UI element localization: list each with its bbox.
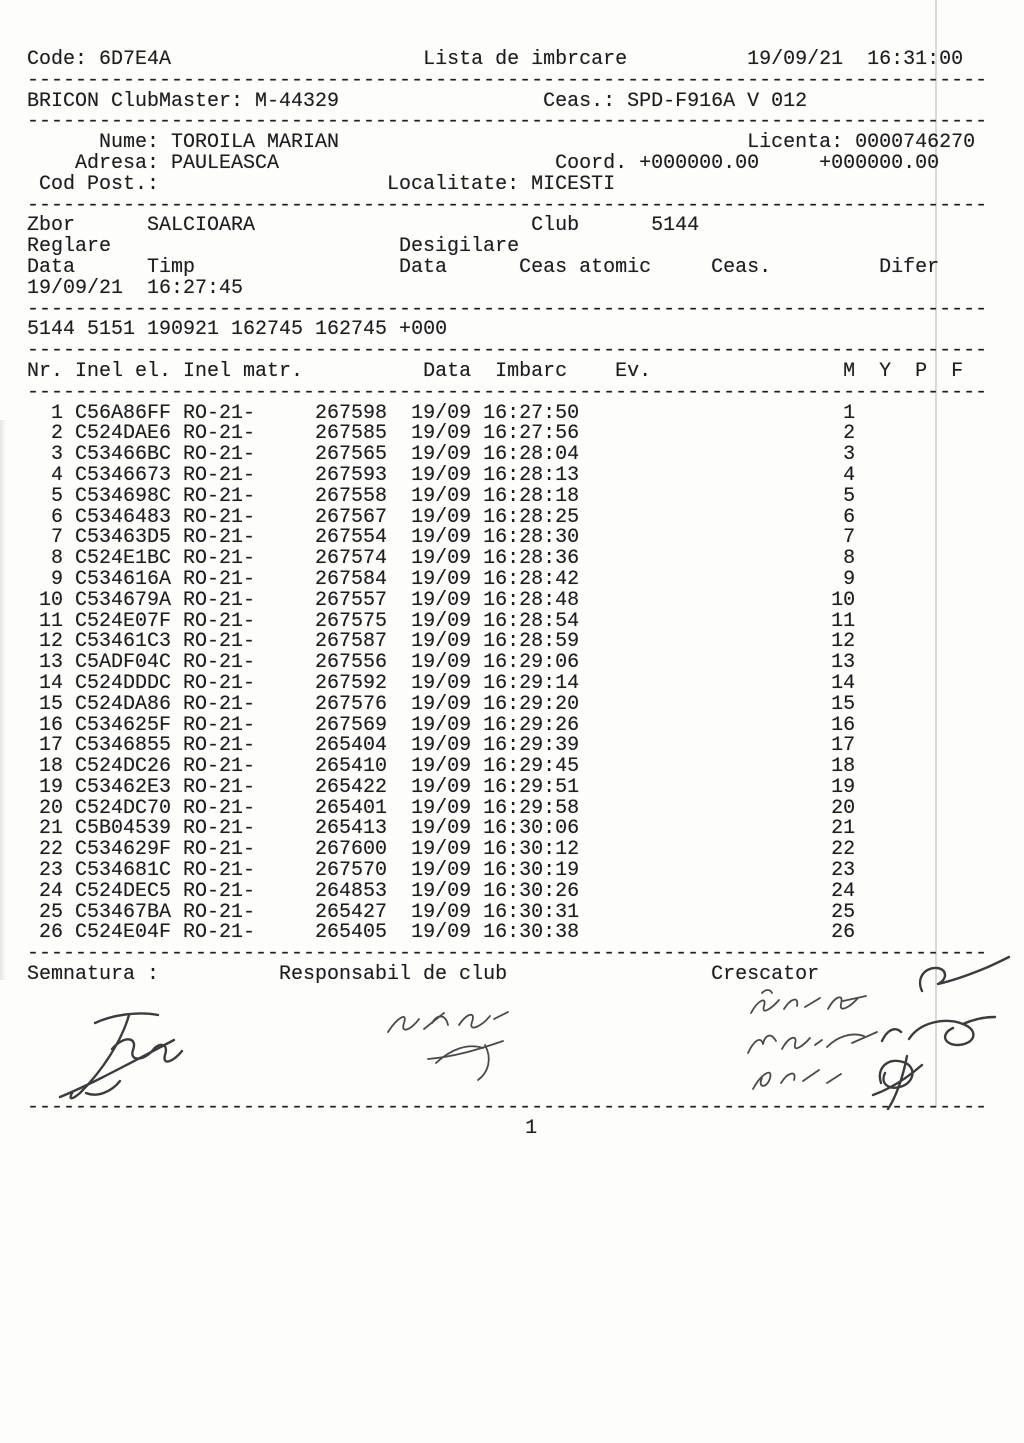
col-nr: Nr.	[27, 359, 64, 383]
row-matr-prefix: RO-21-	[183, 630, 256, 654]
scan-edge-smudge	[0, 420, 6, 980]
row-imbarc: 16:29:06	[483, 651, 580, 675]
row-m: 16	[831, 713, 856, 737]
row-matr-number: 267585	[315, 422, 388, 446]
row-m: 25	[831, 900, 856, 924]
row-matr-prefix: RO-21-	[183, 692, 256, 716]
desigilare-label: Desigilare	[399, 235, 520, 259]
row-matr-number: 267557	[315, 588, 388, 612]
ceas-label: Ceas.	[711, 255, 772, 279]
row-inel-el: C524E1BC	[75, 547, 172, 571]
row-matr-prefix: RO-21-	[183, 401, 256, 425]
table-row	[27, 775, 1007, 799]
row-inel-el: C53466BC	[75, 443, 172, 467]
row-data: 19/09	[411, 651, 472, 675]
row-data: 19/09	[411, 796, 472, 820]
row-m: 4	[843, 463, 856, 487]
flight-summary-line	[27, 320, 1007, 341]
table-body	[27, 401, 1007, 945]
row-data: 19/09	[411, 838, 472, 862]
document-body	[27, 50, 1007, 1139]
row-imbarc: 16:28:18	[483, 484, 580, 508]
table-row	[27, 923, 1007, 944]
row-matr-prefix: RO-21-	[183, 671, 256, 695]
row-imbarc: 16:28:54	[483, 609, 580, 633]
row-m: 22	[831, 838, 856, 862]
row-data: 19/09	[411, 775, 472, 799]
col-inel-el: Inel el.	[75, 359, 172, 383]
row-inel-el: C524DC70	[75, 796, 172, 820]
row-matr-number: 267558	[315, 484, 388, 508]
row-inel-el: C524DDDC	[75, 671, 172, 695]
table-row	[27, 463, 1007, 487]
separator-line: --------------------------------------------------------------------------------	[27, 195, 988, 217]
row-nr: 9	[50, 567, 63, 591]
row-imbarc: 16:28:30	[483, 526, 580, 550]
difer-label: Difer	[879, 255, 940, 279]
row-m: 7	[843, 526, 856, 550]
row-data: 19/09	[411, 422, 472, 446]
device-value: M-44329	[255, 89, 340, 113]
row-inel-el: C53463D5	[75, 526, 172, 550]
col-imbarc: Imbarc	[495, 359, 568, 383]
row-nr: 24	[39, 879, 64, 903]
row-inel-el: C534679A	[75, 588, 172, 612]
table-row	[27, 653, 1007, 674]
row-matr-prefix: RO-21-	[183, 900, 256, 924]
table-row	[27, 840, 1007, 861]
row-imbarc: 16:28:48	[483, 588, 580, 612]
row-matr-number: 267554	[315, 526, 388, 550]
row-matr-prefix: RO-21-	[183, 422, 256, 446]
data2-label: Data	[399, 255, 448, 279]
row-inel-el: C524DA86	[75, 692, 172, 716]
row-imbarc: 16:28:42	[483, 567, 580, 591]
row-matr-number: 267600	[315, 838, 388, 862]
row-nr: 18	[39, 755, 64, 779]
row-nr: 3	[50, 443, 63, 467]
row-inel-el: C534681C	[75, 859, 172, 883]
row-inel-el: C53461C3	[75, 630, 172, 654]
row-imbarc: 16:27:50	[483, 401, 580, 425]
row-imbarc: 16:28:04	[483, 443, 580, 467]
row-m: 18	[831, 755, 856, 779]
row-m: 24	[831, 879, 856, 903]
row-matr-prefix: RO-21-	[183, 505, 256, 529]
coord-value-1: +000000.00	[639, 151, 760, 175]
signature-space	[27, 986, 1007, 1098]
row-imbarc: 16:28:13	[483, 463, 580, 487]
data-label: Data	[27, 255, 76, 279]
row-inel-el: C56A86FF	[75, 401, 172, 425]
table-row	[27, 819, 1007, 840]
separator-line: --------------------------------------------------------------------------------	[27, 944, 988, 966]
col-m: M	[843, 359, 856, 383]
licence-value: 0000746270	[855, 131, 976, 155]
row-matr-prefix: RO-21-	[183, 859, 256, 883]
row-imbarc: 16:28:59	[483, 630, 580, 654]
row-nr: 1	[50, 401, 63, 425]
separator-line: --------------------------------------------------------------------------------	[27, 112, 988, 134]
row-matr-prefix: RO-21-	[183, 484, 256, 508]
row-nr: 14	[39, 671, 64, 695]
row-data: 19/09	[411, 630, 472, 654]
row-matr-number: 265401	[315, 796, 388, 820]
row-nr: 10	[39, 588, 64, 612]
address-label: Adresa:	[75, 151, 160, 175]
row-imbarc: 16:28:36	[483, 547, 580, 571]
row-inel-el: C53462E3	[75, 775, 172, 799]
table-row	[27, 445, 1007, 466]
row-m: 14	[831, 671, 856, 695]
row-inel-el: C524E07F	[75, 609, 172, 633]
row-nr: 12	[39, 630, 64, 654]
row-matr-number: 265410	[315, 755, 388, 779]
code-label: Code:	[27, 48, 88, 71]
table-row	[27, 736, 1007, 757]
row-imbarc: 16:30:12	[483, 838, 580, 862]
row-inel-el: C534625F	[75, 713, 172, 737]
col-y: Y	[879, 359, 892, 383]
row-m: 13	[831, 651, 856, 675]
member-name: TOROILA MARIAN	[171, 131, 340, 155]
row-imbarc: 16:29:45	[483, 755, 580, 779]
name-label: Nume:	[99, 131, 160, 155]
row-nr: 16	[39, 713, 64, 737]
semnatura-label: Semnatura :	[27, 963, 160, 987]
club-label: Club	[531, 214, 580, 238]
row-matr-prefix: RO-21-	[183, 609, 256, 633]
row-data: 19/09	[411, 547, 472, 571]
table-row	[27, 505, 1007, 529]
separator-line: --------------------------------------------------------------------------------	[27, 70, 988, 92]
table-header-line	[27, 359, 1007, 383]
row-nr: 2	[50, 422, 63, 446]
row-imbarc: 16:30:31	[483, 900, 580, 924]
row-nr: 7	[50, 526, 63, 550]
row-m: 17	[831, 734, 856, 758]
row-matr-prefix: RO-21-	[183, 526, 256, 550]
table-row	[27, 796, 1007, 820]
table-row	[27, 632, 1007, 653]
row-nr: 26	[39, 921, 64, 945]
row-matr-prefix: RO-21-	[183, 588, 256, 612]
page-title: Lista de imbrcare	[423, 48, 628, 71]
row-matr-prefix: RO-21-	[183, 567, 256, 591]
ceas-atomic-label: Ceas atomic	[519, 255, 652, 279]
row-data: 19/09	[411, 401, 472, 425]
row-nr: 13	[39, 651, 64, 675]
row-m: 11	[831, 609, 856, 633]
row-m: 20	[831, 796, 856, 820]
zbor-value: SALCIOARA	[147, 214, 256, 238]
row-data: 19/09	[411, 526, 472, 550]
reglare-line	[27, 237, 1007, 258]
row-imbarc: 16:30:38	[483, 921, 580, 945]
flight-line	[27, 216, 1007, 237]
row-nr: 15	[39, 692, 64, 716]
row-matr-number: 267570	[315, 859, 388, 883]
row-data: 19/09	[411, 484, 472, 508]
flight-columns-line	[27, 255, 1007, 279]
row-matr-prefix: RO-21-	[183, 734, 256, 758]
row-nr: 5	[50, 484, 63, 508]
row-data: 19/09	[411, 921, 472, 945]
row-data: 19/09	[411, 859, 472, 883]
reglare-data: 19/09/21	[27, 276, 124, 300]
row-data: 19/09	[411, 671, 472, 695]
postcode-line	[27, 172, 1007, 196]
address-line	[27, 151, 1007, 175]
print-time: 16:31:00	[867, 48, 964, 71]
table-row	[27, 713, 1007, 737]
row-nr: 23	[39, 859, 64, 883]
row-data: 19/09	[411, 713, 472, 737]
row-matr-prefix: RO-21-	[183, 817, 256, 841]
row-matr-prefix: RO-21-	[183, 838, 256, 862]
row-m: 5	[843, 484, 856, 508]
row-data: 19/09	[411, 505, 472, 529]
timp-label: Timp	[147, 255, 196, 279]
responsabil-label: Responsabil de club	[279, 963, 508, 987]
row-matr-prefix: RO-21-	[183, 921, 256, 945]
row-data: 19/09	[411, 692, 472, 716]
row-imbarc: 16:29:14	[483, 671, 580, 695]
table-row	[27, 861, 1007, 882]
row-matr-number: 267598	[315, 401, 388, 425]
row-inel-el: C5ADF04C	[75, 651, 172, 675]
row-nr: 21	[39, 817, 64, 841]
row-m: 15	[831, 692, 856, 716]
row-imbarc: 16:29:20	[483, 692, 580, 716]
code-value: 6D7E4A	[99, 48, 172, 71]
row-inel-el: C534616A	[75, 567, 172, 591]
row-m: 10	[831, 588, 856, 612]
clock-value: SPD-F916A V 012	[627, 89, 808, 113]
col-inel-matr: Inel matr.	[183, 359, 304, 383]
row-data: 19/09	[411, 463, 472, 487]
row-inel-el: C534629F	[75, 838, 172, 862]
row-nr: 17	[39, 734, 64, 758]
crescator-label: Crescator	[711, 963, 820, 987]
signature-labels-line	[27, 965, 1007, 986]
row-imbarc: 16:30:26	[483, 879, 580, 903]
row-matr-number: 265413	[315, 817, 388, 841]
table-row	[27, 588, 1007, 612]
table-row	[27, 757, 1007, 778]
col-p: P	[915, 359, 928, 383]
row-data: 19/09	[411, 817, 472, 841]
row-matr-prefix: RO-21-	[183, 547, 256, 571]
row-inel-el: C534698C	[75, 484, 172, 508]
row-m: 21	[831, 817, 856, 841]
row-nr: 20	[39, 796, 64, 820]
row-matr-prefix: RO-21-	[183, 443, 256, 467]
row-matr-prefix: RO-21-	[183, 879, 256, 903]
row-matr-prefix: RO-21-	[183, 713, 256, 737]
club-value: 5144	[651, 214, 700, 238]
device-label: BRICON ClubMaster:	[27, 89, 244, 113]
coord-value-2: +000000.00	[819, 151, 940, 175]
row-imbarc: 16:29:26	[483, 713, 580, 737]
licence-label: Licenta:	[747, 131, 844, 155]
row-matr-number: 264853	[315, 879, 388, 903]
zbor-label: Zbor	[27, 214, 76, 238]
row-m: 3	[843, 443, 856, 467]
table-row	[27, 401, 1007, 425]
row-data: 19/09	[411, 734, 472, 758]
print-date: 19/09/21	[747, 48, 844, 71]
row-data: 19/09	[411, 755, 472, 779]
row-matr-number: 267567	[315, 505, 388, 529]
table-row	[27, 549, 1007, 570]
col-ev: Ev.	[615, 359, 652, 383]
separator-line: --------------------------------------------------------------------------------	[27, 299, 988, 321]
table-row	[27, 900, 1007, 924]
row-matr-number: 265405	[315, 921, 388, 945]
row-matr-number: 265404	[315, 734, 388, 758]
row-imbarc: 16:30:06	[483, 817, 580, 841]
table-row	[27, 879, 1007, 903]
row-matr-number: 267576	[315, 692, 388, 716]
postcode-label: Cod Post.:	[39, 172, 160, 196]
row-matr-prefix: RO-21-	[183, 796, 256, 820]
locality-value: MICESTI	[531, 172, 616, 196]
row-nr: 11	[39, 609, 64, 633]
row-m: 23	[831, 859, 856, 883]
row-matr-number: 265427	[315, 900, 388, 924]
row-matr-number: 267587	[315, 630, 388, 654]
row-data: 19/09	[411, 443, 472, 467]
row-data: 19/09	[411, 900, 472, 924]
row-matr-number: 267565	[315, 443, 388, 467]
row-inel-el: C5B04539	[75, 817, 172, 841]
table-row	[27, 484, 1007, 508]
row-m: 1	[843, 401, 856, 425]
table-row	[27, 424, 1007, 445]
flight-summary: 5144 5151 190921 162745 162745 +000	[27, 318, 448, 342]
row-nr: 25	[39, 900, 64, 924]
page-number: 1	[525, 1116, 538, 1140]
row-data: 19/09	[411, 879, 472, 903]
table-row	[27, 567, 1007, 591]
separator-line: --------------------------------------------------------------------------------	[27, 341, 988, 362]
row-nr: 6	[50, 505, 63, 529]
row-imbarc: 16:27:56	[483, 422, 580, 446]
member-address: PAULEASCA	[171, 151, 280, 175]
row-m: 9	[843, 567, 856, 591]
row-m: 12	[831, 630, 856, 654]
row-nr: 19	[39, 775, 64, 799]
col-data: Data	[423, 359, 472, 383]
row-imbarc: 16:30:19	[483, 859, 580, 883]
row-matr-number: 267569	[315, 713, 388, 737]
row-data: 19/09	[411, 588, 472, 612]
row-data: 19/09	[411, 567, 472, 591]
table-row	[27, 609, 1007, 633]
row-data: 19/09	[411, 609, 472, 633]
row-nr: 4	[50, 463, 63, 487]
row-inel-el: C524DC26	[75, 755, 172, 779]
table-row	[27, 692, 1007, 716]
name-line	[27, 133, 1007, 154]
row-inel-el: C524E04F	[75, 921, 172, 945]
row-m: 19	[831, 775, 856, 799]
col-f: F	[951, 359, 964, 383]
table-row	[27, 671, 1007, 695]
page-number-line	[27, 1116, 1007, 1140]
row-matr-number: 267593	[315, 463, 388, 487]
row-m: 2	[843, 422, 856, 446]
row-inel-el: C5346673	[75, 463, 172, 487]
locality-label: Localitate:	[387, 172, 520, 196]
row-imbarc: 16:29:39	[483, 734, 580, 758]
header-line	[27, 50, 1007, 71]
row-imbarc: 16:28:25	[483, 505, 580, 529]
row-inel-el: C5346483	[75, 505, 172, 529]
device-line	[27, 89, 1007, 113]
row-inel-el: C524DAE6	[75, 422, 172, 446]
row-inel-el: C524DEC5	[75, 879, 172, 903]
separator-line: --------------------------------------------------------------------------------	[27, 382, 988, 404]
row-matr-number: 265422	[315, 775, 388, 799]
row-matr-number: 267592	[315, 671, 388, 695]
row-matr-prefix: RO-21-	[183, 775, 256, 799]
row-inel-el: C53467BA	[75, 900, 172, 924]
row-matr-number: 267556	[315, 651, 388, 675]
reglare-label: Reglare	[27, 235, 112, 259]
row-matr-number: 267584	[315, 567, 388, 591]
reglare-values-line	[27, 276, 1007, 300]
row-m: 26	[831, 921, 856, 945]
reglare-timp: 16:27:45	[147, 276, 244, 300]
row-nr: 8	[50, 547, 63, 571]
row-imbarc: 16:29:58	[483, 796, 580, 820]
row-nr: 22	[39, 838, 64, 862]
row-inel-el: C5346855	[75, 734, 172, 758]
row-matr-prefix: RO-21-	[183, 651, 256, 675]
clock-label: Ceas.:	[543, 89, 616, 113]
separator-line: --------------------------------------------------------------------------------	[27, 1097, 988, 1119]
row-matr-prefix: RO-21-	[183, 755, 256, 779]
row-matr-number: 267575	[315, 609, 388, 633]
coord-label: Coord.	[555, 151, 628, 175]
table-row	[27, 528, 1007, 549]
row-m: 6	[843, 505, 856, 529]
row-imbarc: 16:29:51	[483, 775, 580, 799]
row-matr-prefix: RO-21-	[183, 463, 256, 487]
row-matr-number: 267574	[315, 547, 388, 571]
row-m: 8	[843, 547, 856, 571]
